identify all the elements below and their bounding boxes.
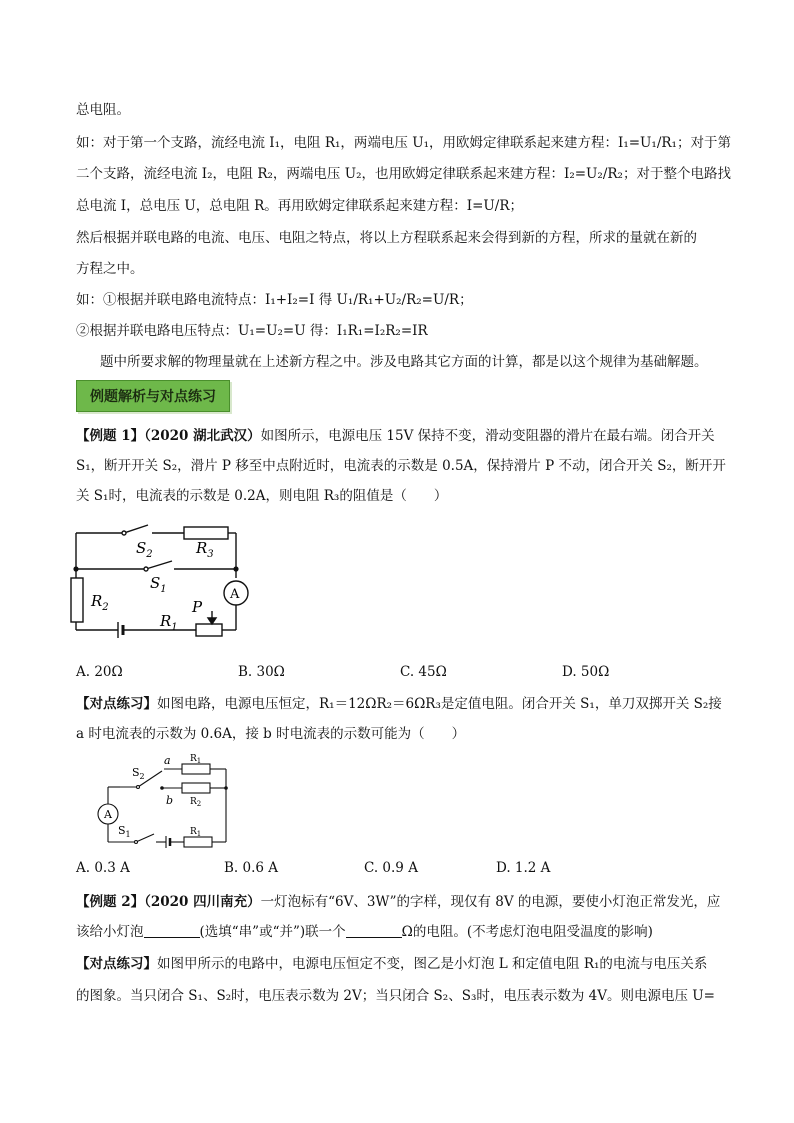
practice1-circuit-diagram: [88, 752, 238, 848]
practice1-option-b[interactable]: B. 0.6 A: [224, 860, 279, 876]
example2-blank-1[interactable]: [144, 923, 200, 938]
line-2: 如：对于第一个支路，流经电流 I₁，电阻 R₁，两端电压 U₁，用欧姆定律联系起来建方程：I₁=U₁/R₁；对于第: [76, 135, 731, 151]
example1-r1-label: $R_1$: [160, 612, 178, 633]
line-1: 总电阻。: [76, 102, 130, 118]
example2-line-2: [76, 922, 653, 942]
example1-line-2: S₁，断开开关 S₂，滑片 P 移至中点附近时，电流表的示数是 0.5A，保持滑片 P 不动，闭合开关 S₂，断开开: [76, 458, 726, 474]
example2-line-1: [76, 892, 720, 912]
example1-p-label: P: [192, 598, 203, 616]
example1-r2-label: $R_2$: [91, 592, 109, 613]
practice1-options: [76, 860, 550, 876]
practice1-line-2: a 时电流表的示数为 0.6A，接 b 时电流表的示数可能为（ ）: [76, 726, 466, 742]
practice2-line-2: 的图象。当只闭合 S₁、S₂时，电压表示数为 2V；当只闭合 S₂、S₃时，电压表示数为 4V。则电源电压 U=: [76, 988, 715, 1004]
example2-text-2b: (选填“串”或“并”)联一个: [199, 924, 346, 940]
line-3: 二个支路，流经电流 I₂，电阻 R₂，两端电压 U₂，也用欧姆定律联系起来建方程：I₂=U₂/R₂；对于整个电路找: [76, 166, 731, 182]
practice1-r1-top-label: $R_1$: [190, 754, 202, 765]
practice1-s2-label: $S_2$: [132, 766, 145, 781]
practice1-r1-bottom-label: $R_1$: [190, 827, 202, 838]
example1-option-d[interactable]: D. 50Ω: [562, 664, 610, 680]
line-6: 方程之中。: [76, 261, 144, 277]
example1-r3-label: $R_3$: [196, 539, 214, 560]
example1-ammeter-label: A: [230, 587, 240, 602]
line-4: 总电流 I，总电压 U，总电阻 R。再用欧姆定律联系起来建方程：I=U/R；: [76, 198, 523, 214]
line-8: ②根据并联电路电压特点：U₁=U₂=U 得：I₁R₁=I₂R₂=IR: [76, 323, 428, 339]
practice2-line-1: [76, 954, 707, 974]
example1-tag: 【例题 1】: [76, 428, 145, 444]
practice1-option-c[interactable]: C. 0.9 A: [364, 860, 418, 876]
practice1-text-1: 如图电路，电源电压恒定，R₁＝12ΩR₂＝6ΩR₃是定值电阻。闭合开关 S₁，单刀双掷开关 S₂接: [157, 696, 722, 712]
practice2-tag: 【对点练习】: [76, 956, 157, 972]
practice1-b-label: b: [166, 794, 174, 807]
example2-tag: 【例题 2】: [76, 894, 145, 910]
example2-text-2a: 该给小灯泡: [76, 924, 144, 940]
line-9: 题中所要求解的物理量就在上述新方程之中。涉及电路其它方面的计算，都是以这个规律为基础解题。: [100, 354, 708, 370]
practice2-text-1: 如图甲所示的电路中，电源电压恒定不变，图乙是小灯泡 L 和定值电阻 R₁的电流与电压关系: [157, 956, 708, 972]
example1-option-b[interactable]: B. 30Ω: [238, 664, 285, 680]
example1-options: [76, 664, 609, 680]
example1-line-1: [76, 426, 715, 446]
example1-line-3: 关 S₁时，电流表的示数是 0.2A，则电阻 R₃的阻值是（ ）: [76, 488, 448, 504]
practice1-r2-label: $R_2$: [190, 797, 202, 808]
example2-text-2c: Ω的电阻。(不考虑灯泡电阻受温度的影响): [401, 924, 653, 940]
example1-text-1: 如图所示，电源电压 15V 保持不变，滑动变阻器的滑片在最右端。闭合开关: [260, 428, 715, 444]
example1-s2-label: $S_2$: [136, 539, 153, 560]
practice1-s1-label: $S_1$: [118, 824, 131, 839]
section-title: 例题解析与对点练习: [76, 380, 230, 412]
example2-source: （2020 四川南充）: [144, 894, 261, 910]
example1-option-a[interactable]: A. 20Ω: [76, 664, 123, 680]
example2-text-1: 一灯泡标有“6V、3W”的字样，现仅有 8V 的电源，要使小灯泡正常发光，应: [260, 894, 721, 910]
example1-option-c[interactable]: C. 45Ω: [400, 664, 447, 680]
practice1-option-a[interactable]: A. 0.3 A: [76, 860, 130, 876]
practice1-option-d[interactable]: D. 1.2 A: [496, 860, 551, 876]
example1-s1-label: $S_1$: [150, 574, 167, 595]
practice1-ammeter-label: A: [104, 808, 112, 821]
example1-source: （2020 湖北武汉）: [144, 428, 261, 444]
line-7: 如：①根据并联电路电流特点：I₁+I₂=I 得 U₁/R₁+U₂/R₂=U/R；: [76, 292, 473, 308]
practice1-line-1: [76, 694, 722, 714]
practice1-tag: 【对点练习】: [76, 696, 157, 712]
example2-blank-2[interactable]: [346, 923, 402, 938]
line-5: 然后根据并联电路的电流、电压、电阻之特点，将以上方程联系起来会得到新的方程，所求的量就在新的: [76, 230, 697, 246]
example1-circuit-diagram: [66, 518, 286, 648]
practice1-a-label: a: [164, 754, 171, 767]
